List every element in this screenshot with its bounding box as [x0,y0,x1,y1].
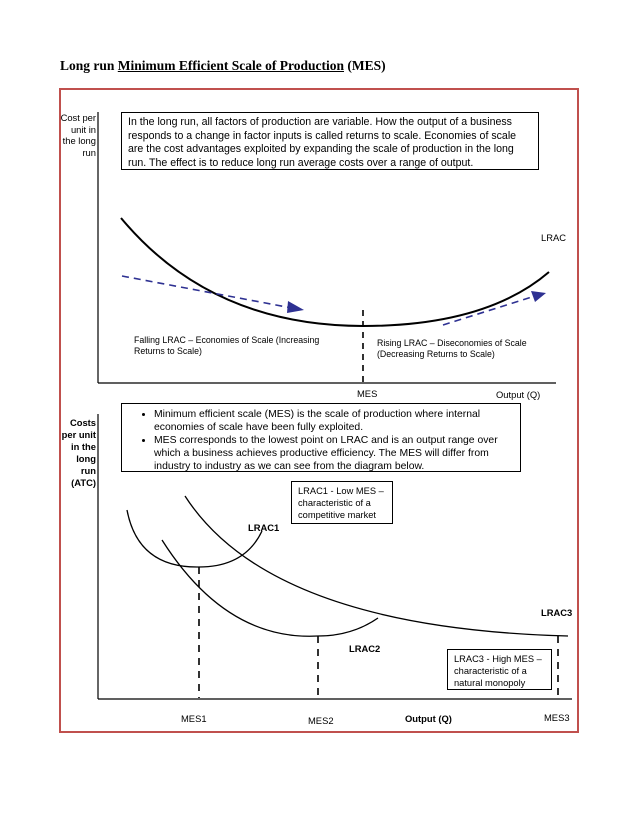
rising-lrac-label: Rising LRAC – Diseconomies of Scale (Decreasing Returns to Scale) [377,338,527,359]
lrac3-note-box: LRAC3 - High MES – characteristic of a natural monopoly [447,649,552,690]
falling-arrow-head [287,301,304,313]
mes1-label: MES1 [181,713,207,724]
title-prefix: Long run [60,58,118,73]
falling-arrow-line [122,276,292,308]
rising-arrow-head [531,291,546,302]
mes2-label: MES2 [308,715,334,726]
title-underlined: Minimum Efficient Scale of Production [117,58,345,73]
top-mes-label: MES [357,388,378,399]
top-lrac-curve [121,218,549,326]
lrac2-curve [162,540,378,636]
lrac1-note-box: LRAC1 - Low MES – characteristic of a competitive market [291,481,393,524]
falling-lrac-label: Falling LRAC – Economies of Scale (Increasing Returns to Scale) [134,335,320,356]
lrac1-label: LRAC1 [248,522,280,533]
lrac2-label: LRAC2 [349,643,381,654]
bullet-item: • MES corresponds to the lowest point on LRAC and is an output range over which a business achieves productive efficiency. The MES will differ from industry to industry as we can see from the diagram below. [154,434,514,472]
bottom-info-box [121,403,521,472]
title-suffix: (MES) [344,58,386,73]
top-info-box: In the long run, all factors of production are variable. How the output of a business responds to a change in factor inputs is called returns to scale. Economies of scale are the cost advantages exploited by expanding the scale of production in the long run. The effect is to reduce long run average costs over a range of output. [121,112,539,170]
rising-arrow-line [443,296,535,325]
bullet-item: • Minimum efficient scale (MES) is the scale of production where internal economies of scale have been fully exploited. [154,408,514,434]
top-y-axis-label: Cost per unit in the long run [60,112,96,158]
lrac1-curve [127,510,262,567]
lrac3-label: LRAC3 [541,607,573,618]
mes-bullet-list [128,408,514,472]
top-lrac-label: LRAC [541,232,567,243]
bottom-x-axis-label: Output (Q) [405,713,452,724]
bottom-y-axis-label: Costs per unit in the long run (ATC) [61,417,96,488]
top-x-axis-label: Output (Q) [496,389,541,400]
mes3-label: MES3 [544,712,570,723]
